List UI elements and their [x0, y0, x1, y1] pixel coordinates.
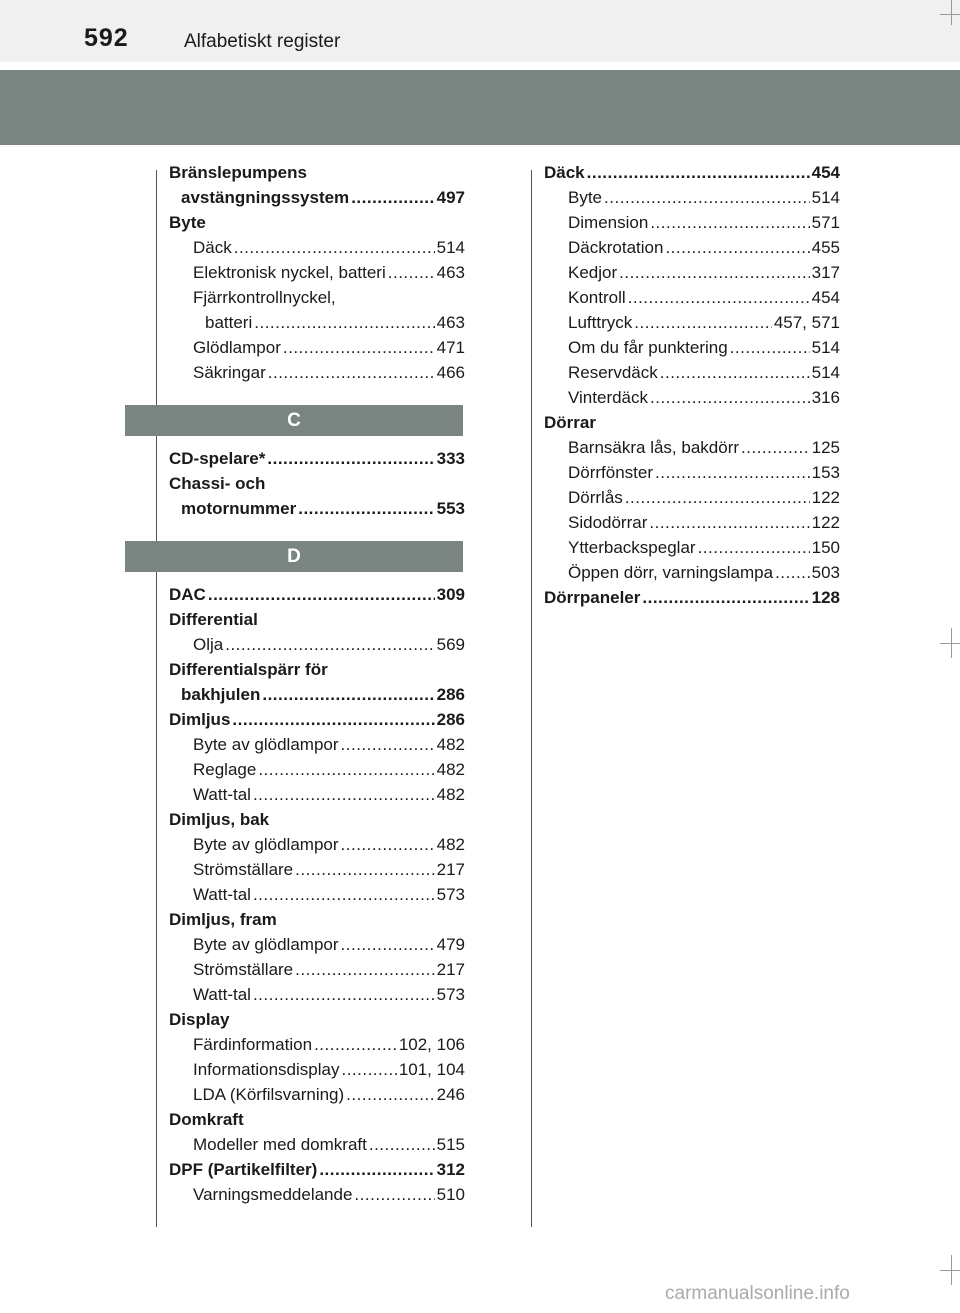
index-subentry — [169, 882, 465, 907]
entry-label: Om du får punktering — [568, 338, 728, 357]
dot-leader — [319, 1157, 434, 1182]
entry-group-b — [169, 160, 465, 385]
index-entry — [169, 1007, 465, 1032]
dot-leader — [665, 235, 809, 260]
index-entry — [169, 496, 465, 521]
dot-leader — [628, 285, 810, 310]
entry-label: CD-spelare* — [169, 449, 266, 468]
index-subentry — [169, 632, 465, 657]
index-subentry — [544, 360, 840, 385]
dot-leader — [655, 460, 810, 485]
index-subentry — [169, 235, 465, 260]
entry-label: Dörrar — [544, 413, 596, 432]
index-entry — [544, 585, 840, 610]
index-subentry — [169, 1032, 465, 1057]
page-reference: 569 — [436, 635, 465, 654]
entry-label: Chassi- och — [169, 474, 266, 493]
entry-label: Ytterbackspeglar — [568, 538, 696, 557]
index-entry — [169, 185, 465, 210]
index-entry — [169, 1107, 465, 1132]
index-entry — [169, 807, 465, 832]
index-subentry — [169, 1082, 465, 1107]
dot-leader — [634, 310, 772, 335]
crop-mark — [940, 1270, 960, 1271]
dot-leader — [741, 435, 810, 460]
dot-leader — [267, 446, 434, 471]
index-subentry — [169, 957, 465, 982]
page-reference: 286 — [436, 710, 465, 729]
entry-label: Barnsäkra lås, bakdörr — [568, 438, 740, 457]
page-reference: 454 — [811, 163, 840, 182]
entry-label: batteri — [205, 313, 253, 332]
column-divider-right — [531, 170, 532, 1227]
index-entry — [169, 446, 465, 471]
index-entry — [169, 471, 465, 496]
entry-label: Differentialspärr för — [169, 660, 328, 679]
index-subentry — [169, 1132, 465, 1157]
entry-label: Kedjor — [568, 263, 618, 282]
dot-leader — [295, 857, 434, 882]
entry-label: Dimension — [568, 213, 649, 232]
dot-leader — [619, 260, 809, 285]
entry-label: Byte av glödlampor — [193, 935, 339, 954]
page-reference: 479 — [436, 935, 465, 954]
index-subentry — [544, 185, 840, 210]
index-entry — [544, 160, 840, 185]
entry-label: Dörrpaneler — [544, 588, 641, 607]
index-subentry — [169, 335, 465, 360]
entry-label: Domkraft — [169, 1110, 244, 1129]
index-entry — [544, 410, 840, 435]
dot-leader — [730, 335, 810, 360]
index-subentry — [544, 560, 840, 585]
dot-leader — [775, 560, 810, 585]
page-reference: 309 — [436, 585, 465, 604]
entry-label: Strömställare — [193, 960, 294, 979]
section-header-d: D — [125, 541, 463, 572]
dot-leader — [254, 310, 434, 335]
index-entry — [169, 907, 465, 932]
entry-label: Däck — [193, 238, 232, 257]
index-subentry — [544, 535, 840, 560]
entry-label: Dimljus, bak — [169, 810, 270, 829]
entry-label: Strömställare — [193, 860, 294, 879]
entry-label: Dörrlås — [568, 488, 623, 507]
index-entry — [169, 682, 465, 707]
index-subentry — [169, 285, 465, 310]
entry-label: motornummer — [181, 499, 297, 518]
dot-leader — [351, 185, 434, 210]
page-reference: 503 — [811, 563, 840, 582]
index-subentry — [544, 310, 840, 335]
page-reference: 471 — [436, 338, 465, 357]
entry-label: Informationsdisplay — [193, 1060, 340, 1079]
index-subentry — [169, 982, 465, 1007]
crop-mark — [940, 643, 960, 644]
page-reference: 101, 104 — [398, 1060, 465, 1079]
page-reference: 317 — [811, 263, 840, 282]
index-subentry — [169, 932, 465, 957]
dot-leader — [625, 485, 810, 510]
index-subentry — [169, 310, 465, 335]
page-reference: 482 — [436, 785, 465, 804]
entry-label: Dimljus — [169, 710, 231, 729]
page-reference: 463 — [436, 313, 465, 332]
index-subentry — [169, 360, 465, 385]
index-subentry — [544, 210, 840, 235]
page-reference: 571 — [811, 213, 840, 232]
entry-label: Display — [169, 1010, 230, 1029]
index-entry — [169, 160, 465, 185]
page-reference: 217 — [436, 960, 465, 979]
index-subentry — [169, 1182, 465, 1207]
entry-label: Byte — [169, 213, 206, 232]
entry-label: LDA (Körfilsvarning) — [193, 1085, 345, 1104]
page-reference: 573 — [436, 985, 465, 1004]
entry-label: Dimljus, fram — [169, 910, 277, 929]
index-subentry — [544, 335, 840, 360]
entry-label: bakhjulen — [181, 685, 261, 704]
entry-label: DAC — [169, 585, 206, 604]
crop-mark — [940, 14, 960, 15]
dot-leader — [232, 707, 434, 732]
page-reference: 128 — [811, 588, 840, 607]
dot-leader — [354, 1182, 434, 1207]
page-reference: 122 — [811, 513, 840, 532]
page-header-strip — [0, 0, 960, 62]
entry-label: Lufttryck — [568, 313, 633, 332]
index-subentry — [544, 235, 840, 260]
dot-leader — [295, 957, 434, 982]
entry-label: Sidodörrar — [568, 513, 648, 532]
dot-leader — [587, 160, 810, 185]
entry-label: Vinterdäck — [568, 388, 649, 407]
dot-leader — [262, 682, 434, 707]
index-subentry — [169, 857, 465, 882]
entry-label: Watt-tal — [193, 985, 251, 1004]
dot-leader — [341, 732, 435, 757]
page-reference: 514 — [811, 363, 840, 382]
entry-label: Däck — [544, 163, 585, 182]
dot-leader — [253, 982, 435, 1007]
index-subentry — [544, 385, 840, 410]
index-subentry — [544, 285, 840, 310]
entry-label: Byte av glödlampor — [193, 735, 339, 754]
index-subentry — [544, 485, 840, 510]
entry-label: Reservdäck — [568, 363, 658, 382]
entry-group-c — [169, 446, 465, 521]
dot-leader — [341, 932, 435, 957]
entry-label: Färdinformation — [193, 1035, 313, 1054]
page-reference: 312 — [436, 1160, 465, 1179]
page-reference: 514 — [811, 338, 840, 357]
entry-label: Bränslepumpens — [169, 163, 307, 182]
entry-label: Watt-tal — [193, 885, 251, 904]
page-reference: 286 — [436, 685, 465, 704]
page-reference: 573 — [436, 885, 465, 904]
page-reference: 514 — [436, 238, 465, 257]
index-entry — [169, 707, 465, 732]
entry-label: Elektronisk nyckel, batteri — [193, 263, 386, 282]
index-subentry — [544, 460, 840, 485]
index-subentry — [544, 510, 840, 535]
entry-label: Kontroll — [568, 288, 626, 307]
page-reference: 457, 571 — [773, 313, 840, 332]
page-reference: 497 — [436, 188, 465, 207]
page-reference: 217 — [436, 860, 465, 879]
dot-leader — [298, 496, 434, 521]
entry-label: Säkringar — [193, 363, 266, 382]
index-subentry — [544, 435, 840, 460]
dot-leader — [346, 1082, 434, 1107]
page-reference: 482 — [436, 835, 465, 854]
page-reference: 102, 106 — [398, 1035, 465, 1054]
entry-label: Byte — [568, 188, 603, 207]
page-reference: 122 — [811, 488, 840, 507]
page-number: 592 — [84, 24, 129, 52]
dot-leader — [642, 585, 809, 610]
entry-label: Varningsmeddelande — [193, 1185, 353, 1204]
entry-label: Modeller med domkraft — [193, 1135, 367, 1154]
dot-leader — [650, 385, 810, 410]
dot-leader — [258, 757, 434, 782]
entry-label: Däckrotation — [568, 238, 664, 257]
dot-leader — [314, 1032, 397, 1057]
entry-label: Fjärrkontrollnyckel, — [193, 288, 336, 307]
entry-label: Byte av glödlampor — [193, 835, 339, 854]
index-entry — [169, 607, 465, 632]
entry-label: Reglage — [193, 760, 257, 779]
dot-leader — [234, 235, 435, 260]
index-subentry — [169, 832, 465, 857]
index-subentry — [169, 1057, 465, 1082]
page-reference: 454 — [811, 288, 840, 307]
entry-label: DPF (Partikelfilter) — [169, 1160, 318, 1179]
page-reference: 510 — [436, 1185, 465, 1204]
dot-leader — [225, 632, 434, 657]
entry-label: Glödlampor — [193, 338, 281, 357]
dot-leader — [253, 782, 435, 807]
dot-leader — [388, 260, 435, 285]
footer-watermark: carmanualsonline.info — [665, 1283, 850, 1304]
page-reference: 515 — [436, 1135, 465, 1154]
column-divider-left — [156, 170, 157, 1227]
page-reference: 125 — [811, 438, 840, 457]
page-reference: 455 — [811, 238, 840, 257]
dot-leader — [208, 582, 435, 607]
index-entry — [169, 210, 465, 235]
index-column-left — [169, 160, 465, 1207]
page-reference: 482 — [436, 760, 465, 779]
dot-leader — [660, 360, 810, 385]
entry-group-d — [169, 582, 465, 1207]
dot-leader — [650, 210, 809, 235]
dot-leader — [268, 360, 435, 385]
index-subentry — [544, 260, 840, 285]
entry-label: Watt-tal — [193, 785, 251, 804]
entry-label: Differential — [169, 610, 258, 629]
page-reference: 316 — [811, 388, 840, 407]
index-subentry — [169, 260, 465, 285]
section-header-c: C — [125, 405, 463, 436]
dot-leader — [253, 882, 435, 907]
entry-label: Olja — [193, 635, 224, 654]
page-reference: 463 — [436, 263, 465, 282]
page-reference: 466 — [436, 363, 465, 382]
index-subentry — [169, 732, 465, 757]
page-reference: 333 — [436, 449, 465, 468]
dot-leader — [604, 185, 810, 210]
entry-label: Dörrfönster — [568, 463, 654, 482]
entry-label: avstängningssystem — [181, 188, 350, 207]
page-reference: 153 — [811, 463, 840, 482]
page-reference: 482 — [436, 735, 465, 754]
header-band — [0, 70, 960, 145]
dot-leader — [341, 1057, 396, 1082]
page-reference: 246 — [436, 1085, 465, 1104]
dot-leader — [698, 535, 810, 560]
dot-leader — [283, 335, 435, 360]
page-title: Alfabetiskt register — [184, 31, 341, 52]
entry-label: Öppen dörr, varningslampa — [568, 563, 774, 582]
index-entry — [169, 657, 465, 682]
index-entry — [169, 1157, 465, 1182]
index-subentry — [169, 757, 465, 782]
crop-mark — [951, 0, 952, 25]
index-entry — [169, 582, 465, 607]
dot-leader — [341, 832, 435, 857]
dot-leader — [369, 1132, 435, 1157]
index-column-right — [544, 160, 840, 610]
dot-leader — [649, 510, 809, 535]
page-reference: 553 — [436, 499, 465, 518]
page-reference: 514 — [811, 188, 840, 207]
index-subentry — [169, 782, 465, 807]
page-reference: 150 — [811, 538, 840, 557]
